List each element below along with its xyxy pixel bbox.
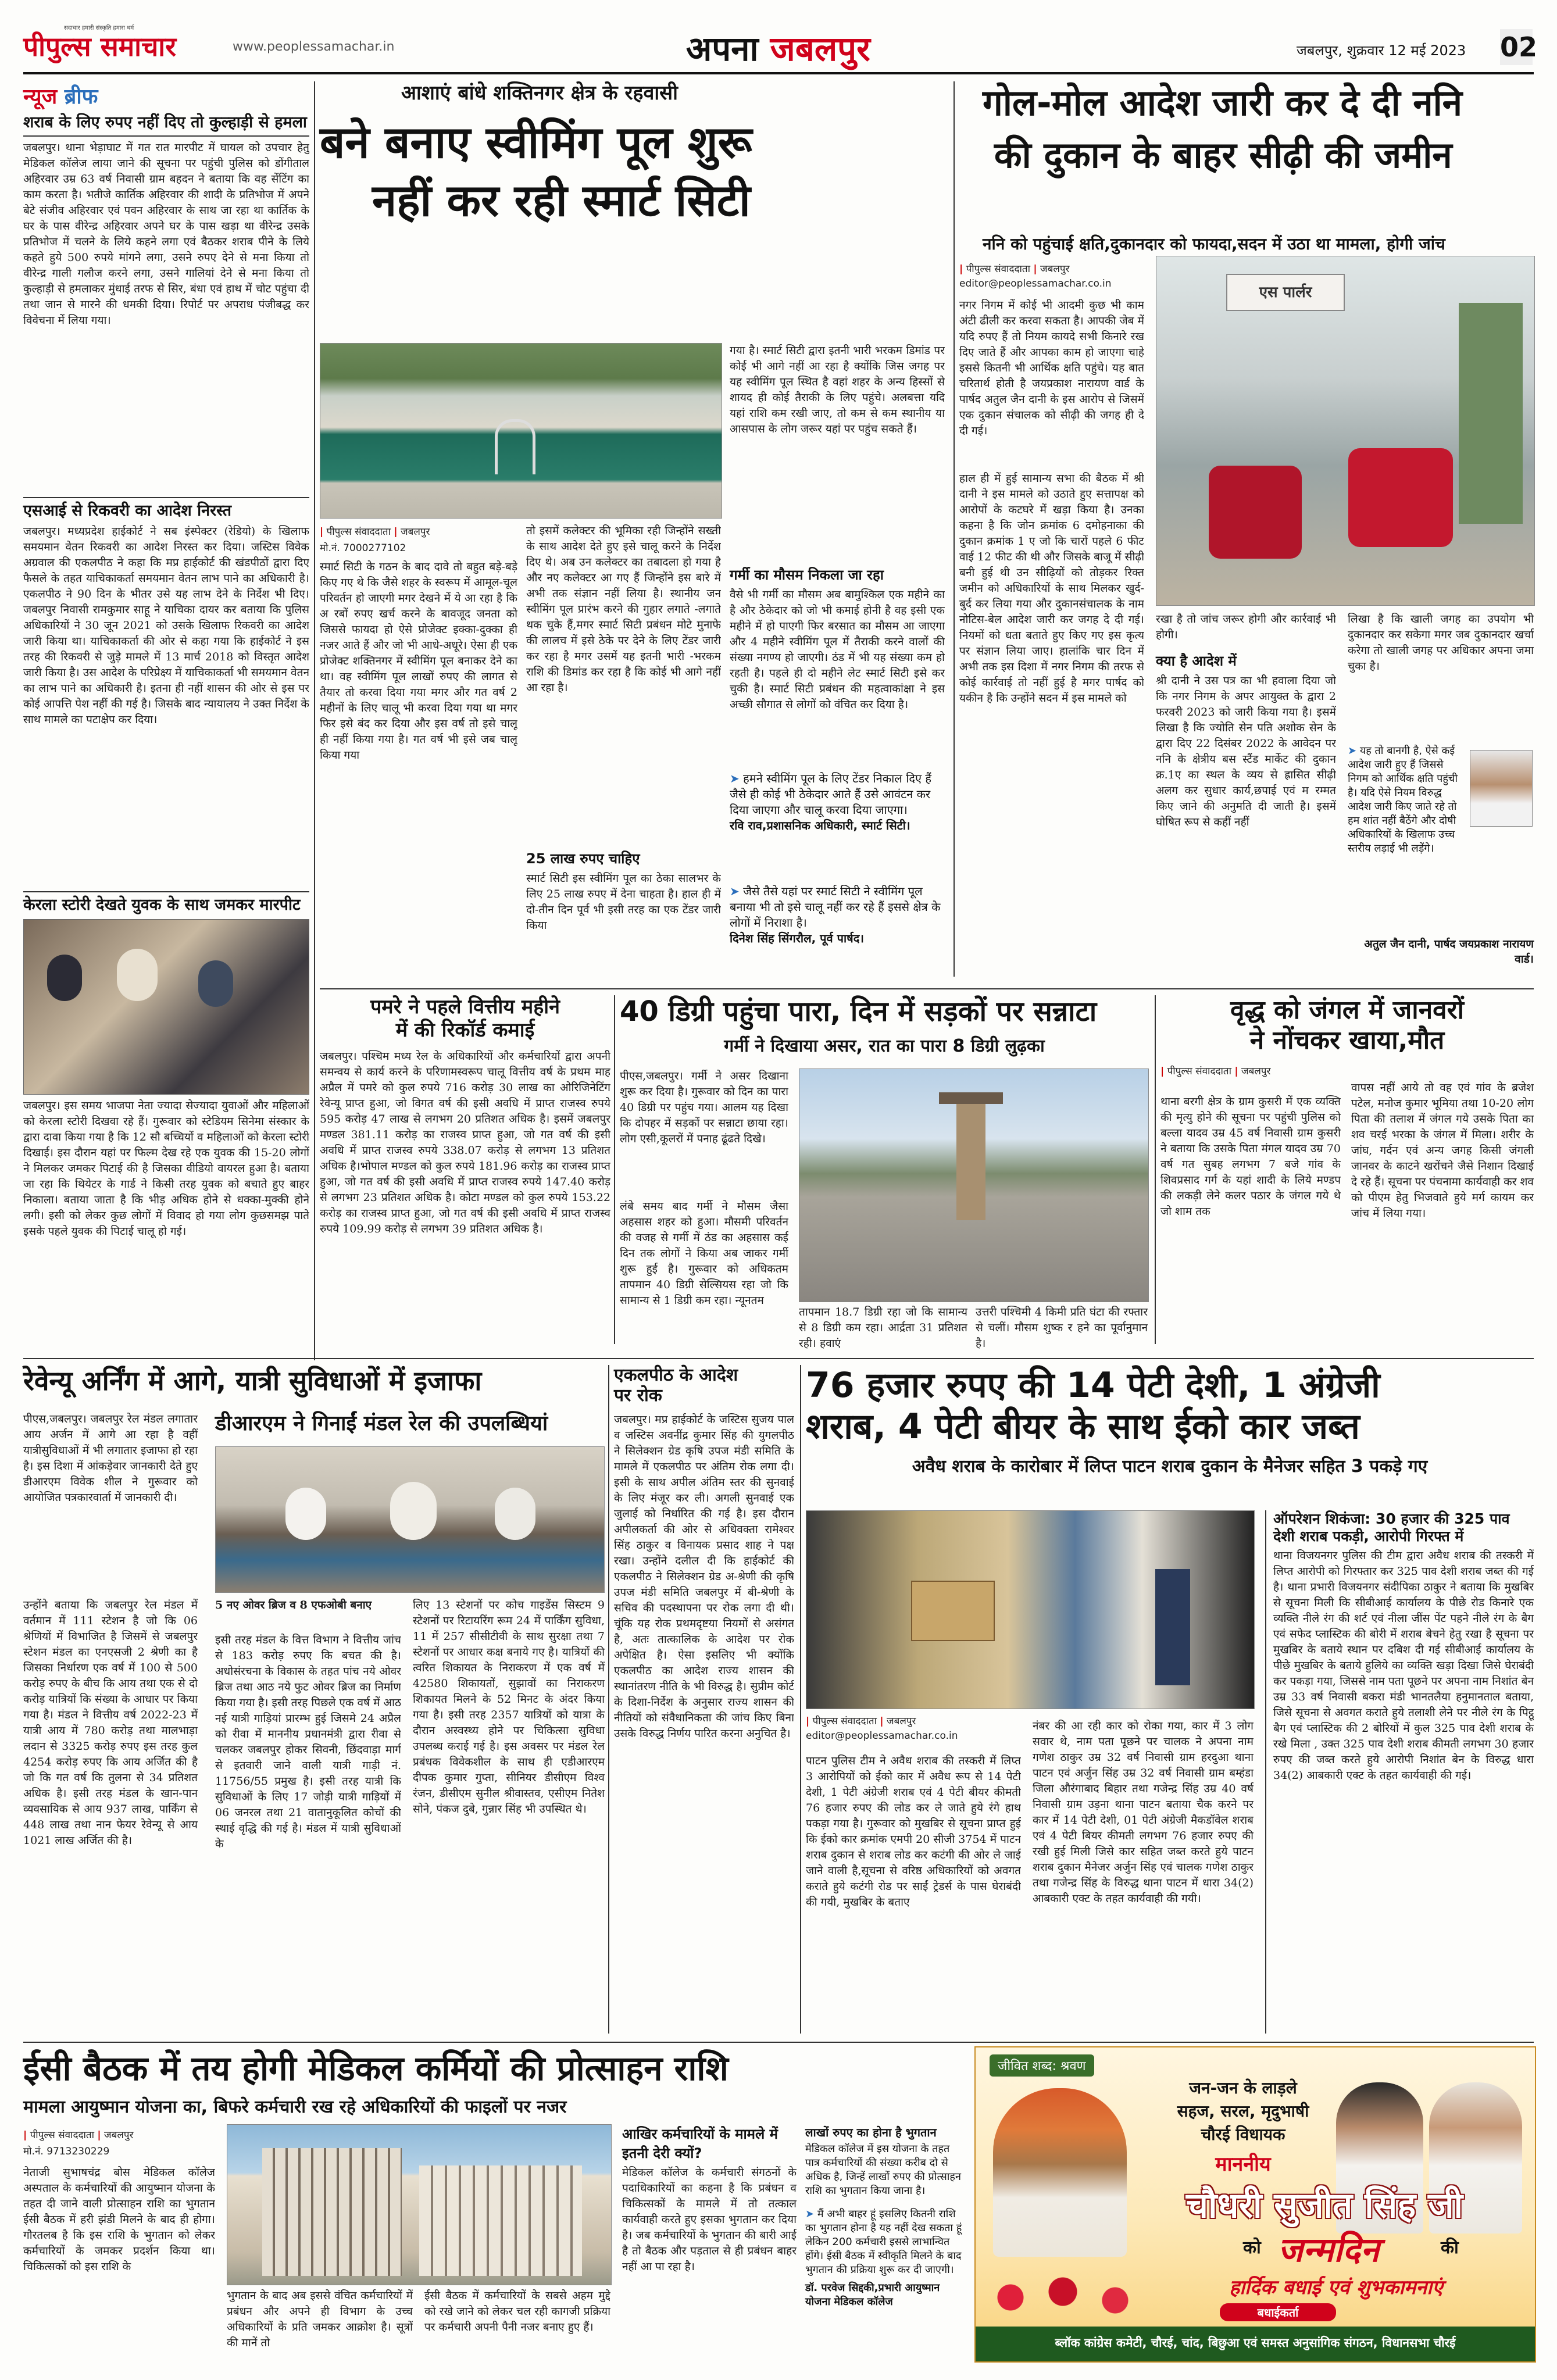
paper-tagline: सदाचार हमारी संस्कृति हमारा धर्म [64, 25, 134, 31]
drm-col2-sub: 5 नए ओवर ब्रिज व 8 एफओबी बनाए [215, 1599, 372, 1611]
swim-sub1: गर्मी का मौसम निकला जा रहा [730, 567, 884, 583]
section-prefix: अपना [686, 29, 759, 69]
heat-col3: उत्तरी पश्चिमी 4 किमी प्रति घंटा की रफ्तार से चलीं। मौसम शुष्क र हने का पूर्वानुमान है। [976, 1306, 1148, 1350]
label-part2: ब्रीफ [64, 85, 98, 109]
ad-honorific: माननीय [1215, 2153, 1271, 2176]
ladder-byline: | पीपुल्स संवाददाता | जबलपुर [959, 263, 1070, 275]
medical-box [805, 2124, 965, 2363]
shop-sign: एस पार्लर [1226, 274, 1345, 311]
rail-headline-1: पमरे ने पहले वित्तीय महीने [370, 995, 560, 1019]
swim-byline: | पीपुल्स संवाददाता | जबलपुर [320, 526, 430, 538]
medical-quote-name: डॉ. परवेज सिद्दकी,प्रभारी आयुष्मान योजना मेडिकल कॉलेज [805, 2282, 940, 2308]
swim-col1: स्मार्ट सिटी के गठन के बाद दावे तो बहुत बड़े-बड़े किए गए थे कि जैसे शहर के स्वरूप में आमूल-चूल परिवर्तन हो जाएगी मगर देखने में ये आ रहा है कि अ रबों रुपए खर्च करने के बावजूद जनता को जिससे फायदा हो ऐसे प्रोजेक्ट इक्का-दुक्का ही नजर आते हैं और जो भी आधे-अधूरे। ऐसा ही एक प्रोजेक्ट शक्तिनगर में स्वीमिंग पूल बनाकर देने का था। वह स्वीमिंग पूल लाखों रुपए की लागत से तैयार तो करवा दिया गया मगर और गत वर्ष 2 महीनों के लिए चालू भी करवा दिया गया था मगर फिर इसे बंद कर दिया और इस वर्ष तो इसे चालू ही नहीं किया गया है। गत वर्ष भी इसे जब चालू किया गया [320, 560, 517, 762]
ad-line1: जन-जन के लाड़ले [1189, 2078, 1297, 2097]
ad-ko: को [1243, 2238, 1261, 2258]
liquor-headline-1: 76 हजार रुपए की 14 पेटी देशी, 1 अंग्रेजी [806, 1365, 1380, 1406]
brief2-body: जबलपुर। मध्यप्रदेश हाईकोर्ट ने सब इंस्पेक्टर (रेडियो) के खिलाफ समयमान वेतन रिकवरी का आदेश निरस्त कर दिया। जस्टिस विवेक अग्रवाल की एकलपीठ ने कहा कि मप्र हाईकोर्ट की खंडपीठों द्वारा दिए फैसले के तहत याचिकाकर्ता समयमान वेतन लाभ पाने का अधिकारी है। एकलपीठ ने 90 दिन के भीतर उसे यह लाभ देने के निर्देश भी दिए। जबलपुर निवासी रामकुमार साहू ने याचिका दायर कर बताया कि पुलिस अधिकारियों ने 30 जून 2021 को उसके खिलाफ रिकवरी का आदेश जारी किया था। याचिकाकर्ता की ओर से कहा गया कि हाईकोर्ट ने इस तरह की रिकवरी से जुड़े मामले में 13 मार्च 2018 को विस्तृत आदेश जारी किया है। उस आदेश के परिप्रेक्ष्य में याचिकाकर्ता भी समयमान वेतन का लाभ पाने का अधिकारी है। इतना ही नहीं शासन की ओर से इस पर कोई आपत्ति पेश नहीं की गई है। जिसके बाद न्यायालय ने उक्त निर्देश के साथ मामले का पटाक्षेप कर दिया। [23, 524, 309, 726]
hc-headline-1: एकलपीठ के आदेश [614, 1365, 738, 1385]
ladder-story [959, 81, 1534, 977]
drm-col1b: उन्होंने बताया कि जबलपुर रेल मंडल में वर्तमान में 111 स्टेशन है जो कि 06 श्रेणियों में विभाजित है जिसमें से जबलपुर स्टेशन मंडल का एनएसजी 2 श्रेणी का है जिसका निर्धारण एक वर्ष में 100 से 500 करोड़ रुपए के बीच कि आय तथा एक से दो करोड़ यात्रियों कि संख्या के आधार पर किया गया है। मंडल ने वित्तीय वर्ष 2022-23 में यात्री आय में 780 करोड़ तथा मालभाड़ा लदान से 3325 करोड़ रुपए इस तरह कुल 4254 करोड़ रुपए कि आय अर्जित की है जो कि गत वर्ष कि तुलना से 34 प्रतिशत अधिक है। इसी तरह मंडल के खान-पान व्यवसायिक से आय 937 लाख, पार्किंग से 448 लाख तथा नान फेयर रेवेन्यू से आय 1021 लाख अर्जित की है। [23, 1599, 198, 1847]
liquor-side-body: थाना विजयनगर पुलिस की टीम द्वारा अवैध शराब की तस्करी में लिप्त आरोपी को गिरफ्तार कर 325 पाव देशी शराब जब्त की गई है। थाना प्रभारी विजयनगर संदीपिका ठाकुर ने बताया कि मुखबिर से सूचना मिली कि सीबीआई कार्यालय के पीछे रोड किनारे एक व्यक्ति नीले रंग की शर्ट एवं नीला जींस पेंट पहने नीले रंग के बैग एवं सफेद प्लास्टिक की बोरी में शराब बेचने हेतु रखा है सूचना पर मुखबिर के बताये स्थान पर दबिश दी गई सीबीआई कार्यालय के पीछे मुखबिर के बताये हुलिये का व्यक्ति खड़ा दिखा जिसे घेराबंदी कर पकड़ा गया, जिससे नाम पता पूछने पर अपना नाम निशांत बेन उम्र 33 वर्ष निवासी बकरा मंडी भानतलैया हनुमानताल बताया, जिसे सूचना से अवगत कराते हुये तलाशी लेने पर नीले रंग के पिट्ठू बैग एवं प्लास्टिक की 2 बोरियों में कुल 325 पाव देशी शराब के रखे मिला , उक्त 325 पाव देशी शराब कीमती लगभग 30 हजार रुपए की जब्त करते हुये आरोपी निशांत बेन के विरुद्ध धारा 34(2) आबकारी एक्ट के तहत कार्यवाही की गई। [1273, 1549, 1534, 1782]
swim-col3: गया है। स्मार्ट सिटी द्वारा इतनी भारी भरकम डिमांड पर कोई भी आगे नहीं आ रहा है क्योंकि जिस जगह पर यह स्वीमिंग पूल स्थित है वहां शहर के अन्य हिस्सों से शायद ही कोई तैराकी के लिए पहुंचे। अलबत्ता यदि यहां राशि कम रखी जाए, तो कम से कम स्थानीय या आसपास के लोग जरूर यहां पर पहुंच सकते हैं। [730, 344, 945, 435]
section-title [686, 24, 870, 70]
ad-from-label: बधाईकर्ता [1220, 2303, 1336, 2321]
ad-name: चौधरी सुजीत सिंह जी [1185, 2185, 1463, 2226]
jungle-col2: वापस नहीं आये तो वह एवं गांव के ब्रजेश पटेल, मनोज कुमार भूमिया तथा 10-20 लोग पिता की तलाश में जंगल गये उसके पिता का शव चरई भरका के जंगल में मिला। शरीर के जांघ, गर्दन एवं अन्य जगह किसी जंगली जानवर के काटने खरोंचने जैसे निशान दिखाई दे रहे हैं। सूचना पर पंचनामा कार्यवाही कर शव को पीएम हेतु भिजवाते हुये मर्ग कायम कर जांच में लिया गया। [1351, 1081, 1534, 1220]
ladder-col2b: श्री दानी ने उस पत्र का भी हवाला दिया जो कि नगर निगम के अपर आयुक्त के द्वारा 2 फरवरी 2023 को जारी किया गया है। इसमें लिखा है कि ज्योति सेन पति अशोक सेन के द्वारा दिए 22 दिसंबर 2022 के आवेदन पर ननि के क्षेत्रीय बस स्टैंड मार्केट की दुकान क्र.1ए का स्थल के व्यय से ह्रासित सीढ़ी अलग कर सुधार कार्य,छपाई एवं म रम्मत किए जाने की अनुमति दी जाती है। इसमें घोषित रूप से कहीं नहीं [1156, 674, 1336, 828]
dateline: जबलपुर, शुक्रवार 12 मई 2023 [1297, 42, 1466, 59]
councillor-photo [1470, 750, 1533, 827]
medical-col3: ईसी बैठक में कर्मचारियों के सबसे अहम मुद्दे को रखे जाने को लेकर चल रही कागजी प्रक्रिया पर कर्मचारी अपनी पैनी नजर बनाए हुए हैं। [424, 2289, 610, 2333]
ad-footer: ब्लॉक कांग्रेस कमेटी, चौरई, चांद, बिछुआ एवं समस्त अनुसांगिक संगठन, विधानसभा चौरई [976, 2327, 1535, 2361]
heat-col1b: लंबे समय बाद गर्मी ने मौसम जैसा अहसास शहर को हुआ। मौसमी परिवर्तन की वजह से गर्मी में ठंड का अहसास कई दिन तक लोगों ने किया अब जाकर गर्मी शुरू हुई है। गुरूवार को अधिकतम तापमान 40 डिग्री सेल्सियस रहा जो कि सामान्य से 1 डिग्री कम रहा। न्यूनतम [620, 1200, 788, 1307]
liquor-deck: अवैध शराब के कारोबार में लिप्त पाटन शराब दुकान के मैनेजर सहित 3 पकड़े गए [912, 1456, 1428, 1477]
swim-col2: तो इसमें कलेक्टर की भूमिका रही जिन्होंने सख्ती के साथ आदेश देते हुए इसे चालू करने के निर्देश दिए थे। अब उन कलेक्टर का तबादला हो गया है और नए कलेक्टर आ गए हैं जिन्होंने इस बारे में अभी तक संज्ञान नहीं लिया है। स्थानीय जन स्वीमिंग पूल प्रारंभ करने की गुहार लगाते -लगाते थक चुके हैं,मगर स्मार्ट सिटी प्रबंधन मोटे मुनाफे की लालच में इसे ठेके पर देने के लिए टेंडर जारी कर रहा है मगर उसमें यह इतनी भारी -भरकम राशि की डिमांड कर रहा है कि कोई भी आगे नहीं आ रहा है। [526, 524, 721, 694]
liquor-headline-2: शराब, 4 पेटी बीयर के साथ ईको कार जब्त [806, 1406, 1360, 1447]
medical-deck: मामला आयुष्मान योजना का, बिफरे कर्मचारी रख रहे अधिकारियों की फाइलों पर नजर [23, 2097, 567, 2118]
liquor-col1: पाटन पुलिस टीम ने अवैध शराब की तस्करी में लिप्त 3 आरोपियों को ईको कार में अवैध रूप से 14 पेटी देशी, 1 पेटी अंग्रेजी शराब एवं 4 पेटी बीयर कीमती 76 हजार रुपए की लोड कर ले जाते हुये रंगे हाथ पकड़ा गया है। गुरूवार को मुखबिर से सूचना प्राप्त हुई कि ईको कार क्रमांक एमपी 20 सीजी 3754 में पाटन शराब दुकान से शराब लोड कर कटंगी की ओर ले जाई जाने वाली है,सूचना से वरिष्ठ अधिकारियों को अवगत कराते हुये कटंगी रोड पर साईं ट्रेडर्स के पास घेराबंदी की गयी, मुखबिर के बताए [806, 1754, 1021, 1909]
website[interactable]: www.peoplessamachar.in [233, 40, 395, 54]
heat-deck: गर्मी ने दिखाया असर, रात का पारा 8 डिग्री लुढ़का [724, 1035, 1045, 1056]
label-part1: न्यूज [23, 85, 58, 109]
medical-byline: | पीपुल्स संवाददाता | जबलपुर [23, 2129, 134, 2141]
swim-mobile: मो.नं. 7000277102 [320, 542, 406, 554]
heat-story [620, 995, 1149, 1350]
rail-headline-2: में की रिकॉर्ड कमाई [395, 1019, 535, 1042]
swim-col2b: स्मार्ट सिटी इस स्वीमिंग पूल का ठेका सालभर के लिए 25 लाख रुपए में देना चाहता है। हाल ही में दो-तीन दिन पूर्व भी इसी तरह का एक टेंडर जारी किया [526, 872, 721, 932]
quote1-name: रवि राव,प्रशासनिक अधिकारी, स्मार्ट सिटी। [730, 819, 910, 832]
drm-photo [215, 1446, 605, 1593]
jungle-story [1160, 995, 1534, 1350]
rail-body: जबलपुर। पश्चिम मध्य रेल के अधिकारियों और कर्मचारियों द्वारा अपनी समन्वय से कार्य करने के परिणामस्वरूप चालू वित्तीय वर्ष के प्रथम माह अप्रैल में पमरे को कुल रुपये 716 करोड़ 30 लाख का ओरिजिनेटिंग रेवेन्यू प्राप्त हुआ, जो विगत वर्ष की इसी अवधि में प्राप्त राजस्व रुपये 595 करोड़ 47 लाख से लगभग 20 प्रतिशत अधिक है। इसमें जबलपुर मण्डल 381.11 करोड़ का राजस्व प्राप्त हुआ, जो गत वर्ष की इसी अवधि में प्राप्त राजस्व रुपये 338.07 करोड़ से लगभग 13 प्रतिशत अधिक है।भोपाल मण्डल को कुल रुपये 181.96 करोड़ का राजस्व प्राप्त हुआ, जो गत वर्ष की इसी अवधि में प्राप्त राजस्व रुपये 147.40 करोड़ से लगभग 23 प्रतिशत अधिक है। कोटा मण्डल को कुल रुपये 153.22 करोड़ का राजस्व प्राप्त हुआ, जो गत वर्ष की इसी अवधि में प्राप्त राजस्व रुपये 109.99 करोड़ से लगभग 39 प्रतिशत अधिक है। [320, 1050, 610, 1236]
medical-mobile: मो.नं. 9713230229 [23, 2146, 110, 2157]
quote-icon: ➤ [1348, 745, 1357, 757]
ladder-headline-1: गोल-मोल आदेश जारी कर दे दी ननि [983, 81, 1463, 124]
quote-icon: ➤ [805, 2208, 815, 2220]
brief3-title: केरला स्टोरी देखते युवक के साथ जमकर मारपीट [23, 891, 309, 914]
ladder-photo [1156, 256, 1535, 606]
rail-revenue-story [320, 995, 610, 1356]
medical-box-body: मेडिकल कॉलेज में इस योजना के तहत पात्र कर्मचारियों की संख्या करीब दो से अधिक है, जिन्हें लाखों रुपए की प्रोत्साहन राशि का भुगतान किया जाना है। [805, 2143, 961, 2197]
brief1-body: जबलपुर। थाना भेड़ाघाट में गत रात मारपीट में घायल को उपचार हेतु मेडिकल कॉलेज लाया जाने की सूचना पर पहुंची पुलिस को डोंगीताल अहिरवार उम्र 63 वर्ष निवासी ग्राम बहदन ने बताया कि वह सेंटिंग का काम करता है। भतीजे कार्तिक अहिरवार की शादी के प्रतिभोज में अपने बेटे संजीव अहिरवार एवं पवन अहिरवार के साथ जा रहा था कार्तिक के घर के पास वीरेन्द्र अहिरवार अपने घर के पास खड़ा था वीरेन्द्र उसके प्रतिभोज में चलने के लिये कहने लगा एवं बैठकर शराब पीने के लिये कहते हुये 500 रुपये मांगने लगा, उसने रुपए देने से मना किया तो वीरेन्द्र गाली गलौज करने लगा, उसने गालियां देने से मना किया तो कुल्हाड़ी से हमलाकर मुंधाई तरफ से सिर, बंधा एवं हाथ में चोट पहुंचा दी तथा जान से मारने की धमकी दिया। रिपोर्ट पर अपराध पंजीबद्ध कर विवेचना में लिया गया। [23, 141, 309, 327]
swimming-story [320, 81, 948, 988]
drm-headline: रेवेन्यू अर्निंग में आगे, यात्री सुविधाओं में इजाफा [23, 1365, 482, 1396]
swim-headline-1: बने बनाए स्वीमिंग पूल शुरू [320, 116, 752, 168]
ad-line3: चौरई विधायक [1201, 2125, 1285, 2144]
hc-headline-2: पर रोक [614, 1385, 662, 1406]
masthead [23, 23, 1538, 70]
medical-col1: नेताजी सुभाषचंद्र बोस मेडिकल कॉलेज अस्पताल के कर्मचारियों की आयुष्मान योजना के तहत दी जाने वाली प्रोत्साहन राशि का भुगतान ईसी बैठक में हरी झंडी मिलने के बाद ही होगा। गौरतलब है कि इस राशि के भुगतान को लेकर कर्मचारियों के जमकर प्रदर्शन किया था। चिकित्सकों को इस राशि के [23, 2166, 215, 2273]
ladder-quote: ➤ यह तो बानगी है, ऐसे कई आदेश जारी हुए हैं जिससे निगम को आर्थिक क्षति पहुंची है। यदि ऐसे नियम विरुद्ध आदेश जारी किए जाते रहे तो हम शांत नहीं बैठेंगे और दोषी अधिकारियों के खिलाफ उच्च स्तरीय लड़ाई भी लड़ेंगे। [1348, 745, 1458, 855]
liquor-side-title: ऑपरेशन शिकंजा: 30 हजार की 325 पाव देशी शराब पकड़ी, आरोपी गिरफ्त में [1273, 1510, 1510, 1545]
heat-col2: तापमान 18.7 डिग्री रहा जो कि सामान्य से 8 डिग्री कम रहा। आर्द्रता 31 प्रतिशत रही। हवाएं [799, 1306, 967, 1350]
ad-kicker: जीवित शब्द: श्रवण [990, 2054, 1094, 2077]
heat-photo [799, 1069, 1149, 1302]
brief2-title: एसआई से रिकवरी का आदेश निरस्त [23, 497, 309, 520]
medical-sub: आखिर कर्मचारियों के मामले में इतनी देरी क्यों? [622, 2126, 778, 2161]
drm-col1: पीएस,जबलपुर। जबलपुर रेल मंडल लगातार आय अर्जन में आगे आ रहा है वहीं यात्रीसुविधाओं में भी लगातार इजाफा हो रहा है। इस दिशा में आंकड़ेवार जानकारी देते हुए डीआरएम विवेक शील ने गुरूवार को आयोजित पत्रकारवार्ता में जानकारी दी। [23, 1413, 198, 1504]
medical-headline: ईसी बैठक में तय होगी मेडिकल कर्मियों की प्रोत्साहन राशि [23, 2049, 728, 2088]
ad-line2: सहज, सरल, मृदुभाषी [1177, 2102, 1309, 2121]
swim-photo [320, 343, 722, 519]
jungle-headline-1: वृद्ध को जंगल में जानवरों [1230, 995, 1464, 1025]
swim-kicker: आशाएं बांधे शक्तिनगर क्षेत्र के रहवासी [401, 81, 678, 105]
brief1-title: शराब के लिए रुपए नहीं दिए तो कुल्हाड़ी से हमला [23, 113, 309, 137]
hc-stay-story [614, 1365, 794, 2034]
ladder-headline-2: की दुकान के बाहर सीढ़ी की जमीन [994, 134, 1452, 176]
ad-janmdin: जन्मदिन [1278, 2230, 1380, 2270]
swim-col3b: वैसे भी गर्मी का मौसम अब बामुश्किल एक महीने का है और ठेकेदार को जो भी कमाई होनी है वह इसी एक महीने में हो पाएगी फिर बरसात का मौसम आ जाएगा और 4 महीने स्वीमिंग पूल में तैराकी करने वालों की संख्या नगण्य हो जाएगी। ठंड में भी यह संख्या कम हो रहती है। पहले ही दो महीने लेट स्मार्ट सिटी इसे कर चुकी है। स्मार्ट सिटी प्रबंधन की महत्वाकांक्षा ने इस अच्छी सौगात से लोगों को वंचित कर दिया है। [730, 588, 945, 711]
drm-story [23, 1365, 605, 2039]
liquor-side [1265, 1510, 1534, 2034]
medical-quote: ➤ मैं अभी बाहर हूं इसलिए कितनी राशि का भुगतान होना है यह नहीं देख सकता हूं लेकिन 200 कर्मचारी इससे लाभान्वित होंगे। ईसी बैठक में स्वीकृति मिलने के बाद भुगतान की प्रक्रिया शुरू कर दी जाएगी। [805, 2208, 962, 2276]
quote-icon: ➤ [730, 771, 740, 785]
ladder-col1: नगर निगम में कोई भी आदमी कुछ भी काम अंटी ढीली कर करवा सकता है। आपकी जेब में यदि रुपए हैं तो नियम कायदे सभी किनारे रख दिए जाते हैं और आपका काम हो जाएगा चाहे इससे कितनी भी आर्थिक क्षति पहुंचे। यह बात चरितार्थ होती है जयप्रकाश नारायण वार्ड के पार्षद अतुल जैन दानी के इस आरोप से जिसमें एक दुकान संचालक को सीढ़ी की जगह ही दे दी गई। [959, 299, 1144, 437]
brief3-body: जबलपुर। इस समय भाजपा नेता ज्यादा सेज्यादा युवाओं और महिलाओं को केरला स्टोरी दिखवा रहे हैं। गुरूवार को स्टेडियम सिनेमा संस्कार के द्वारा दावा किया गया है कि 12 सौ बच्चियों व महिलाओं को केरला स्टोरी दिखाई। इस दौरान यहां पर फिल्म देख रहे एक युवक की 15-20 लोगों ने मिलकर जमकर पिटाई की है जिसका वीडियो वायरल हुआ है। बताया जा रहा कि थियेटर के गार्ड ने किसी तरह युवक को बचाते हुए बाहर निकाला। बताया जाता है कि भीड़ अधिक होने से धक्का-मुक्की होने लगी। इसी को लेकर कुछ लोगों में विवाद हो गया लोग कुछसमझ पाते इसके पहले युवक की पिटाई चालू हो गई। [23, 1099, 309, 1238]
ad-roses [976, 2268, 1150, 2327]
drm-col2b: इसी तरह मंडल के वित्त विभाग ने वित्तीय जांच से 183 करोड़ रुपए कि बचत की है। अधोसंरचना के विकास के तहत पांच नये ओवर ब्रिज तथा आठ नये फुट ओवर ब्रिज का निर्माण किया गया है। इसी तरह पिछले एक वर्ष में आठ नई यात्री गाड़ियां प्रारम्भ हुई जिसमे 24 अप्रैल को रीवा में माननीय प्रधानमंत्री द्वारा रीवा से चलकर जबलपुर होकर सिवनी, छिंदवाड़ा मार्ग से इतवारी जाने वाली यात्री गाड़ी नं. 11756/55 प्रमुख है। इसी तरह यात्री कि सुविधाओं के लिए 17 जोड़ी यात्री गाड़ियों में 06 जनरल तथा 21 वातानुकूलित कोचों की स्थाई वृद्धि की गई है। मंडल में यात्री सुविधाओं के [215, 1634, 401, 1850]
medical-col2: भुगतान के बाद अब इससे वंचित कर्मचारियों में प्रबंधन और अपने ही विभाग के उच्च अधिकारियों के प्रति जमकर आक्रोश है। सूत्रों की मानें तो [227, 2289, 413, 2349]
ladder-email[interactable]: editor@peoplessamachar.co.in [959, 278, 1112, 290]
swim-quote1: ➤ हमने स्वीमिंग पूल के लिए टेंडर निकाल दिए हैं जैसे ही कोई भी ठेकेदार आते हैं उसे आवंटन कर दिया जाएगा और चालू करवा दिया जाएगा। रवि राव,प्रशासनिक अधिकारी, स्मार्ट सिटी। [730, 771, 932, 832]
ad-candidate-photo [993, 2088, 1127, 2257]
medical-photo [227, 2124, 612, 2285]
news-brief-label [23, 81, 309, 110]
ad-wishes: हार्दिक बधाई एवं शुभकामनाएं [1229, 2276, 1443, 2299]
ladder-col2: रखा है तो जांच जरूर होगी और कार्रवाई भी होगी। [1156, 613, 1336, 641]
liquor-photo [806, 1510, 1255, 1709]
quote2-name: दिनेश सिंह सिंगरौल, पूर्व पार्षद। [730, 931, 864, 945]
jungle-headline-2: ने नोंचकर खाया,मौत [1249, 1025, 1445, 1055]
drm-deck: डीआरएम ने गिनाईं मंडल रेल की उपलब्धियां [215, 1411, 548, 1435]
ladder-quote-name: अतुल जैन दानी, पार्षद जयप्रकाश नारायण वार्ड। [1364, 938, 1534, 966]
jungle-byline: | पीपुल्स संवाददाता | जबलपुर [1160, 1065, 1271, 1077]
medical-box-title: लाखों रुपए का होना है भुगतान [805, 2125, 937, 2139]
heat-headline: 40 डिग्री पहुंचा पारा, दिन में सड़कों पर सन्नाटा [620, 995, 1097, 1028]
heat-col1: पीएस,जबलपुर। गर्मी ने असर दिखाना शुरू कर दिया है। गुरूवार को दिन का पारा 40 डिग्री पर पहुंच गया। आलम यह दिखा कि दोपहर में सड़कों पर सन्नाटा छाया रहा। लोग एसी,कूलरों में पनाह ढूंढते दिखे। [620, 1070, 788, 1145]
liquor-byline: | पीपुल्स संवाददाता | जबलपुर [806, 1716, 916, 1727]
brief3-photo [23, 919, 309, 1095]
ladder-deck: ननि को पहुंचाई क्षति,दुकानदार को फायदा,सदन में उठा था मामला, होगी जांच [983, 234, 1445, 253]
swim-sub2: 25 लाख रुपए चाहिए [526, 850, 640, 867]
drm-col3: लिए 13 स्टेशनों पर कोच गाइडेंस सिस्टम 9 स्टेशनों पर रिटायरिंग रूम 24 में पार्किंग सुविधा, 11 में 257 सीसीटीवी के साथ सुरक्षा तथा 7 स्टेशनों पर आधार कक्ष बनाये गए है। यात्रियों की त्वरित शिकायत के निराकरण में एक वर्ष में 42580 शिकायतों, सुझावों का निराकरण शिकायत मिलने के 52 मिनट के अंदर किया गया है। इसी तरह 2357 यात्रियों को यात्रा के दौरान अस्वस्थ्य होने पर चिकित्सा सुविधा उपलब्ध कराई गई है। इस अवसर पर मंडल रेल प्रबंधक विवेकशील के साथ ही एडीआरएम दीपक कुमार गुप्ता, सीनियर डीसीएम विश्व रंजन, डीसीएम सुनील श्रीवास्तव, एसीएम नितेश सोने, पंकज दुबे, गुन्नार सिंह भी उपस्थित थे। [413, 1599, 605, 1816]
section-city: जबलपुर [770, 29, 870, 69]
birthday-ad [974, 2046, 1536, 2363]
ad-ki: की [1441, 2238, 1459, 2258]
liquor-story [806, 1365, 1534, 2034]
medical-story [23, 2049, 965, 2363]
news-brief [23, 81, 309, 1355]
liquor-col2: नंबर की आ रही कार को रोका गया, कार में 3 लोग सवार थे, नाम पता पूछने पर चालक ने अपना नाम गणेश ठाकुर उम्र 32 वर्ष निवासी ग्राम हरदुआ थाना पाटन एवं अर्जुन सिंह उम्र 32 वर्ष निवासी ग्राम बम्हंडा जिला औरंगाबाद बिहार तथा गजेन्द्र सिंह उम्र 40 वर्ष निवासी ग्राम उड़ना थाना पाटन बताया चैक करने पर कार में 14 पेटी देशी, 01 पेटी अंग्रेजी मैकडॉवेल शराब एवं 4 पेटी बियर कीमती लगभग 76 हजार रुपए की रखी हुई मिली जिसे कार सहित जब्त करते हुये पाटन शराब दुकान मैनेजर अर्जुन सिंह एवं चालक गणेश ठाकुर तथा गजेन्द्र सिंह के विरुद्ध थाना पाटन में धारा 34(2) आबकारी एक्ट के तहत कार्यवाही की गयी। [1033, 1720, 1254, 1905]
liquor-email[interactable]: editor@peoplessamachar.co.in [806, 1730, 958, 1742]
page-number: 02 [1500, 29, 1533, 65]
quote-icon: ➤ [730, 884, 740, 898]
ladder-col1b: हाल ही में हुई सामान्य सभा की बैठक में श्री दानी ने इस मामले को उठाते हुए सत्तापक्ष को आरोपों के कटघरे में खड़ा किया है। उनका कहना है कि जोन क्रमांक 6 दमोहनाका की दुकान क्रमांक 1 ए जो कि चारों पहले 6 फीट वाई 12 फीट की थी और जिसके बाजू में सीढ़ी बनी हुई थी उन सीढ़ियों को तोड़कर रिक्त जमीन को अधिकारियों के साथ मिलकर खुर्द-बुर्द कर लिया गया और दुकानसंचालक के नाम नोटिस-बेल आदेश जारी कर जगह दे दी गई। नियमों को धता बताते हुए किए गए इस कृत्य पर संज्ञान लिया जाए। हालांकि चार दिन में अभी तक इस दिशा में नगर निगम की तरफ से कोई कार्रवाई तो नहीं हुई है मगर पार्षद को यकीन है कि उन्होंने सदन में इस मामले को [959, 472, 1144, 705]
ladder-sub: क्या है आदेश में [1156, 653, 1237, 669]
paper-logo: पीपुल्स समाचार [23, 31, 177, 62]
masthead-rule [23, 72, 1534, 74]
ladder-col3: लिखा है कि खाली जगह का उपयोग भी दुकानदार कर सकेगा मगर जब दुकानदार खर्चा करेगा तो खाली जगह पर अधिकार अपना जमा चुका है। [1348, 613, 1534, 673]
medical-col4: मेडिकल कॉलेज के कर्मचारी संगठनों के पदाधिकारियों का कहना है कि प्रबंधन व चिकित्सकों के मामले में तो तत्काल कार्यवाही करते हुए इसका भुगतान कर दिया है। जब कर्मचारियों के भुगतान की बारी आई है तो बैठक और पड़ताल से ही प्रबंधन बाहर नहीं आ पा रहा है। [622, 2166, 797, 2273]
hc-body: जबलपुर। मप्र हाईकोर्ट के जस्टिस सुजय पाल व जस्टिस अवनींद्र कुमार सिंह की युगलपीठ ने सिलेक्शन ग्रेड कृषि उपज मंडी समिति के मामले में एकलपीठ पर अंतिम रोक लगा दी। इसी के साथ अपील अंतिम स्तर की सुनवाई के लिए मंजूर कर ली। अगली सुनवाई एक जुलाई को निर्धारित की गई है। इस दौरान अपीलकर्ता की ओर से अधिवक्ता रामेश्वर सिंह ठाकुर व विनायक प्रसाद शाह ने पक्ष रखा। उन्होंने दलील दी कि हाईकोर्ट की एकलपीठ ने सिलेक्शन ग्रेड अ-श्रेणी की कृषि उपज मंडी समिति जबलपुर में बी-श्रेणी के सचिव की पदस्थापना पर रोक लगा दी थी। चूंकि यह रोक प्रथमदृष्टया नियमों से असंगत है, अतः तात्कालिक के आदेश पर रोक अपेक्षित है। ऐसा इसलिए भी क्योंकि एकलपीठ का आदेश राज्य शासन की स्थानांतरण नीति के भी विरुद्ध है। सुप्रीम कोर्ट के दिशा-निर्देश के अनुसार राज्य शासन की नीतियों को संवैधानिकता की जांच किए बिना उसके विरुद्ध निर्णय पारित करना अनुचित है। [614, 1413, 794, 1740]
swim-headline-2: नहीं कर रही स्मार्ट सिटी [372, 174, 751, 226]
jungle-col1: थाना बरगी क्षेत्र के ग्राम कुसरी में एक व्यक्ति की मृत्यु होने की सूचना पर पहुंची पुलिस को बल्ला यादव उम्र 45 वर्ष निवासी ग्राम कुसरी ने बताया कि उसके पिता मंगल यादव उम्र 70 वर्ष गत सुबह लगभग 7 बजे गांव के शिवप्रसाद गर्ग के यहां शादी के लिये मण्डप की लकड़ी लेने कलर पठार के जंगल गये थे जो शाम तक [1160, 1095, 1341, 1218]
swim-quote2: ➤ जैसे तैसे यहां पर स्मार्ट सिटी ने स्वीमिंग पूल बनाया भी तो इसे चालू नहीं कर रहे हैं इससे क्षेत्र के लोगों में निराशा है। दिनेश सिंह सिंगरौल, पूर्व पार्षद। [730, 884, 941, 945]
